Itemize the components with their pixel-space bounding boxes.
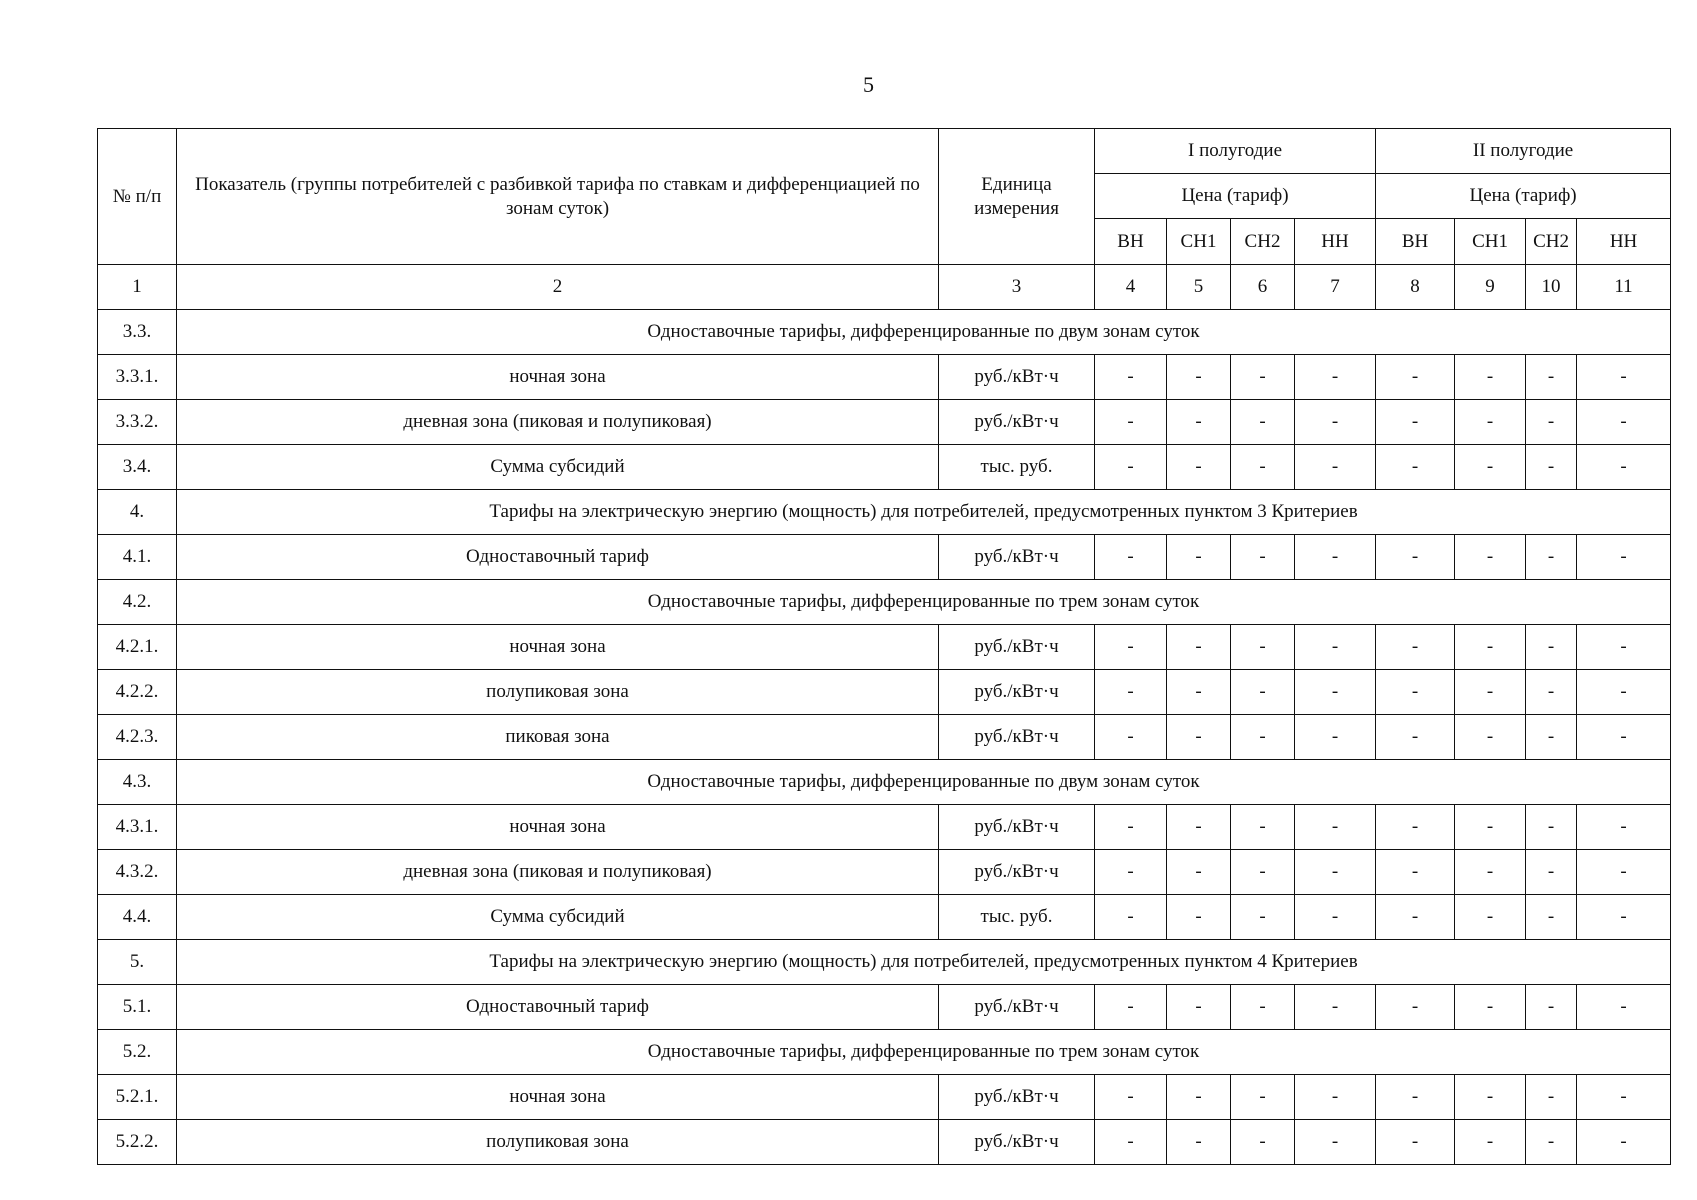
row-number-cell: 4.2. — [98, 580, 177, 625]
table-row — [98, 535, 1671, 580]
value-cell: - — [1231, 895, 1295, 940]
value-cell: - — [1376, 670, 1455, 715]
value-cell: - — [1295, 355, 1376, 400]
voltage-level-header: СН2 — [1231, 219, 1295, 265]
row-number-cell: 4.3.1. — [98, 805, 177, 850]
value-cell: - — [1526, 400, 1577, 445]
value-cell: - — [1577, 625, 1671, 670]
table-row — [98, 895, 1671, 940]
value-cell: - — [1577, 1075, 1671, 1120]
value-cell: - — [1455, 895, 1526, 940]
value-cell: - — [1526, 715, 1577, 760]
value-cell: - — [1295, 1075, 1376, 1120]
value-cell: - — [1577, 445, 1671, 490]
value-cell: - — [1167, 1075, 1231, 1120]
value-cell: - — [1295, 445, 1376, 490]
value-cell: - — [1231, 445, 1295, 490]
table-row — [98, 355, 1671, 400]
value-cell: - — [1167, 1120, 1231, 1165]
table-row — [98, 1075, 1671, 1120]
value-cell: - — [1526, 670, 1577, 715]
value-cell: - — [1577, 355, 1671, 400]
header-unit: Единица измерения — [939, 129, 1095, 265]
section-label-cell: Одноставочные тарифы, дифференцированные по трем зонам суток — [177, 580, 1671, 625]
section-label-cell: Тарифы на электрическую энергию (мощность) для потребителей, предусмотренных пунктом 3 Критериев — [177, 490, 1671, 535]
unit-cell: руб./кВт·ч — [939, 355, 1095, 400]
value-cell: - — [1376, 535, 1455, 580]
column-number-row — [98, 265, 1671, 310]
voltage-level-header: НН — [1577, 219, 1671, 265]
unit-cell: руб./кВт·ч — [939, 715, 1095, 760]
section-row — [98, 940, 1671, 985]
value-cell: - — [1167, 625, 1231, 670]
indicator-cell: ночная зона — [177, 805, 939, 850]
header-half2: II полугодие — [1376, 129, 1671, 174]
value-cell: - — [1095, 805, 1167, 850]
header-num: № п/п — [98, 129, 177, 265]
indicator-cell: ночная зона — [177, 1075, 939, 1120]
value-cell: - — [1095, 535, 1167, 580]
value-cell: - — [1376, 445, 1455, 490]
value-cell: - — [1231, 1075, 1295, 1120]
value-cell: - — [1231, 355, 1295, 400]
value-cell: - — [1095, 1075, 1167, 1120]
row-number-cell: 4.2.3. — [98, 715, 177, 760]
column-number-cell: 6 — [1231, 265, 1295, 310]
table-row — [98, 445, 1671, 490]
voltage-level-header: СН1 — [1455, 219, 1526, 265]
row-number-cell: 5.2. — [98, 1030, 177, 1075]
indicator-cell: дневная зона (пиковая и полупиковая) — [177, 400, 939, 445]
row-number-cell: 5.1. — [98, 985, 177, 1030]
section-row — [98, 310, 1671, 355]
value-cell: - — [1577, 535, 1671, 580]
unit-cell: руб./кВт·ч — [939, 1075, 1095, 1120]
value-cell: - — [1167, 670, 1231, 715]
indicator-cell: Одноставочный тариф — [177, 535, 939, 580]
column-number-cell: 9 — [1455, 265, 1526, 310]
value-cell: - — [1455, 850, 1526, 895]
value-cell: - — [1376, 400, 1455, 445]
voltage-level-header: НН — [1295, 219, 1376, 265]
row-number-cell: 3.3.2. — [98, 400, 177, 445]
indicator-cell: дневная зона (пиковая и полупиковая) — [177, 850, 939, 895]
value-cell: - — [1577, 805, 1671, 850]
value-cell: - — [1095, 400, 1167, 445]
row-number-cell: 4.4. — [98, 895, 177, 940]
value-cell: - — [1295, 535, 1376, 580]
value-cell: - — [1526, 895, 1577, 940]
value-cell: - — [1577, 670, 1671, 715]
value-cell: - — [1526, 535, 1577, 580]
value-cell: - — [1095, 850, 1167, 895]
value-cell: - — [1455, 535, 1526, 580]
section-label-cell: Тарифы на электрическую энергию (мощность) для потребителей, предусмотренных пунктом 4 Критериев — [177, 940, 1671, 985]
value-cell: - — [1295, 1120, 1376, 1165]
header-indicator: Показатель (группы потребителей с разбивкой тарифа по ставкам и дифференциацией по зонам суток) — [177, 129, 939, 265]
indicator-cell: Одноставочный тариф — [177, 985, 939, 1030]
table-row — [98, 805, 1671, 850]
header-half1: I полугодие — [1095, 129, 1376, 174]
value-cell: - — [1167, 445, 1231, 490]
value-cell: - — [1577, 850, 1671, 895]
section-label-cell: Одноставочные тарифы, дифференцированные по двум зонам суток — [177, 760, 1671, 805]
value-cell: - — [1455, 715, 1526, 760]
value-cell: - — [1455, 400, 1526, 445]
value-cell: - — [1526, 1075, 1577, 1120]
row-number-cell: 5. — [98, 940, 177, 985]
column-number-cell: 3 — [939, 265, 1095, 310]
row-number-cell: 4.3. — [98, 760, 177, 805]
value-cell: - — [1295, 715, 1376, 760]
unit-cell: руб./кВт·ч — [939, 805, 1095, 850]
value-cell: - — [1231, 1120, 1295, 1165]
value-cell: - — [1376, 985, 1455, 1030]
row-number-cell: 5.2.1. — [98, 1075, 177, 1120]
voltage-level-header: СН2 — [1526, 219, 1577, 265]
value-cell: - — [1095, 445, 1167, 490]
value-cell: - — [1455, 625, 1526, 670]
value-cell: - — [1376, 805, 1455, 850]
voltage-level-header: ВН — [1095, 219, 1167, 265]
value-cell: - — [1455, 1075, 1526, 1120]
value-cell: - — [1376, 625, 1455, 670]
table-row — [98, 625, 1671, 670]
table-row — [98, 400, 1671, 445]
table-row — [98, 1120, 1671, 1165]
column-number-cell: 1 — [98, 265, 177, 310]
value-cell: - — [1231, 715, 1295, 760]
indicator-cell: полупиковая зона — [177, 670, 939, 715]
section-row — [98, 1030, 1671, 1075]
column-number-cell: 10 — [1526, 265, 1577, 310]
value-cell: - — [1167, 895, 1231, 940]
unit-cell: руб./кВт·ч — [939, 1120, 1095, 1165]
value-cell: - — [1376, 850, 1455, 895]
table-row — [98, 715, 1671, 760]
value-cell: - — [1167, 535, 1231, 580]
indicator-cell: полупиковая зона — [177, 1120, 939, 1165]
value-cell: - — [1231, 535, 1295, 580]
indicator-cell: ночная зона — [177, 355, 939, 400]
row-number-cell: 4.1. — [98, 535, 177, 580]
tariff-table — [97, 128, 1671, 1165]
indicator-cell: Сумма субсидий — [177, 445, 939, 490]
value-cell: - — [1577, 1120, 1671, 1165]
voltage-level-header: СН1 — [1167, 219, 1231, 265]
section-row — [98, 580, 1671, 625]
column-number-cell: 5 — [1167, 265, 1231, 310]
value-cell: - — [1167, 850, 1231, 895]
unit-cell: руб./кВт·ч — [939, 850, 1095, 895]
indicator-cell: Сумма субсидий — [177, 895, 939, 940]
row-number-cell: 4.2.1. — [98, 625, 177, 670]
value-cell: - — [1577, 895, 1671, 940]
value-cell: - — [1526, 805, 1577, 850]
column-number-cell: 2 — [177, 265, 939, 310]
table-row — [98, 670, 1671, 715]
value-cell: - — [1095, 985, 1167, 1030]
value-cell: - — [1095, 715, 1167, 760]
value-cell: - — [1455, 445, 1526, 490]
value-cell: - — [1455, 1120, 1526, 1165]
value-cell: - — [1167, 400, 1231, 445]
value-cell: - — [1376, 1120, 1455, 1165]
indicator-cell: ночная зона — [177, 625, 939, 670]
value-cell: - — [1295, 985, 1376, 1030]
section-row — [98, 760, 1671, 805]
column-number-cell: 7 — [1295, 265, 1376, 310]
value-cell: - — [1095, 895, 1167, 940]
unit-cell: руб./кВт·ч — [939, 535, 1095, 580]
value-cell: - — [1095, 670, 1167, 715]
unit-cell: тыс. руб. — [939, 895, 1095, 940]
column-number-cell: 11 — [1577, 265, 1671, 310]
value-cell: - — [1167, 985, 1231, 1030]
value-cell: - — [1295, 805, 1376, 850]
value-cell: - — [1577, 985, 1671, 1030]
table-row — [98, 985, 1671, 1030]
unit-cell: руб./кВт·ч — [939, 670, 1095, 715]
unit-cell: руб./кВт·ч — [939, 400, 1095, 445]
section-label-cell: Одноставочные тарифы, дифференцированные по двум зонам суток — [177, 310, 1671, 355]
value-cell: - — [1095, 355, 1167, 400]
row-number-cell: 4.3.2. — [98, 850, 177, 895]
column-number-cell: 4 — [1095, 265, 1167, 310]
value-cell: - — [1526, 1120, 1577, 1165]
value-cell: - — [1455, 670, 1526, 715]
value-cell: - — [1526, 445, 1577, 490]
table-row — [98, 850, 1671, 895]
value-cell: - — [1526, 985, 1577, 1030]
unit-cell: тыс. руб. — [939, 445, 1095, 490]
section-label-cell: Одноставочные тарифы, дифференцированные по трем зонам суток — [177, 1030, 1671, 1075]
value-cell: - — [1376, 895, 1455, 940]
value-cell: - — [1295, 670, 1376, 715]
value-cell: - — [1577, 715, 1671, 760]
value-cell: - — [1231, 850, 1295, 895]
value-cell: - — [1455, 805, 1526, 850]
value-cell: - — [1231, 805, 1295, 850]
header-price2: Цена (тариф) — [1376, 174, 1671, 219]
value-cell: - — [1455, 985, 1526, 1030]
value-cell: - — [1376, 1075, 1455, 1120]
table-body — [98, 310, 1671, 1165]
row-number-cell: 4. — [98, 490, 177, 535]
value-cell: - — [1295, 400, 1376, 445]
row-number-cell: 3.3.1. — [98, 355, 177, 400]
row-number-cell: 4.2.2. — [98, 670, 177, 715]
value-cell: - — [1376, 355, 1455, 400]
value-cell: - — [1231, 985, 1295, 1030]
section-row — [98, 490, 1671, 535]
value-cell: - — [1295, 850, 1376, 895]
value-cell: - — [1167, 355, 1231, 400]
voltage-level-header: ВН — [1376, 219, 1455, 265]
value-cell: - — [1526, 355, 1577, 400]
column-number-cell: 8 — [1376, 265, 1455, 310]
value-cell: - — [1231, 400, 1295, 445]
header-price1: Цена (тариф) — [1095, 174, 1376, 219]
unit-cell: руб./кВт·ч — [939, 985, 1095, 1030]
value-cell: - — [1231, 670, 1295, 715]
row-number-cell: 3.3. — [98, 310, 177, 355]
value-cell: - — [1295, 625, 1376, 670]
row-number-cell: 5.2.2. — [98, 1120, 177, 1165]
value-cell: - — [1455, 355, 1526, 400]
value-cell: - — [1167, 805, 1231, 850]
unit-cell: руб./кВт·ч — [939, 625, 1095, 670]
indicator-cell: пиковая зона — [177, 715, 939, 760]
table-header — [98, 129, 1671, 310]
page-number: 5 — [863, 72, 874, 97]
value-cell: - — [1167, 715, 1231, 760]
value-cell: - — [1231, 625, 1295, 670]
row-number-cell: 3.4. — [98, 445, 177, 490]
value-cell: - — [1376, 715, 1455, 760]
value-cell: - — [1526, 850, 1577, 895]
value-cell: - — [1295, 895, 1376, 940]
value-cell: - — [1526, 625, 1577, 670]
value-cell: - — [1095, 1120, 1167, 1165]
value-cell: - — [1095, 625, 1167, 670]
value-cell: - — [1577, 400, 1671, 445]
